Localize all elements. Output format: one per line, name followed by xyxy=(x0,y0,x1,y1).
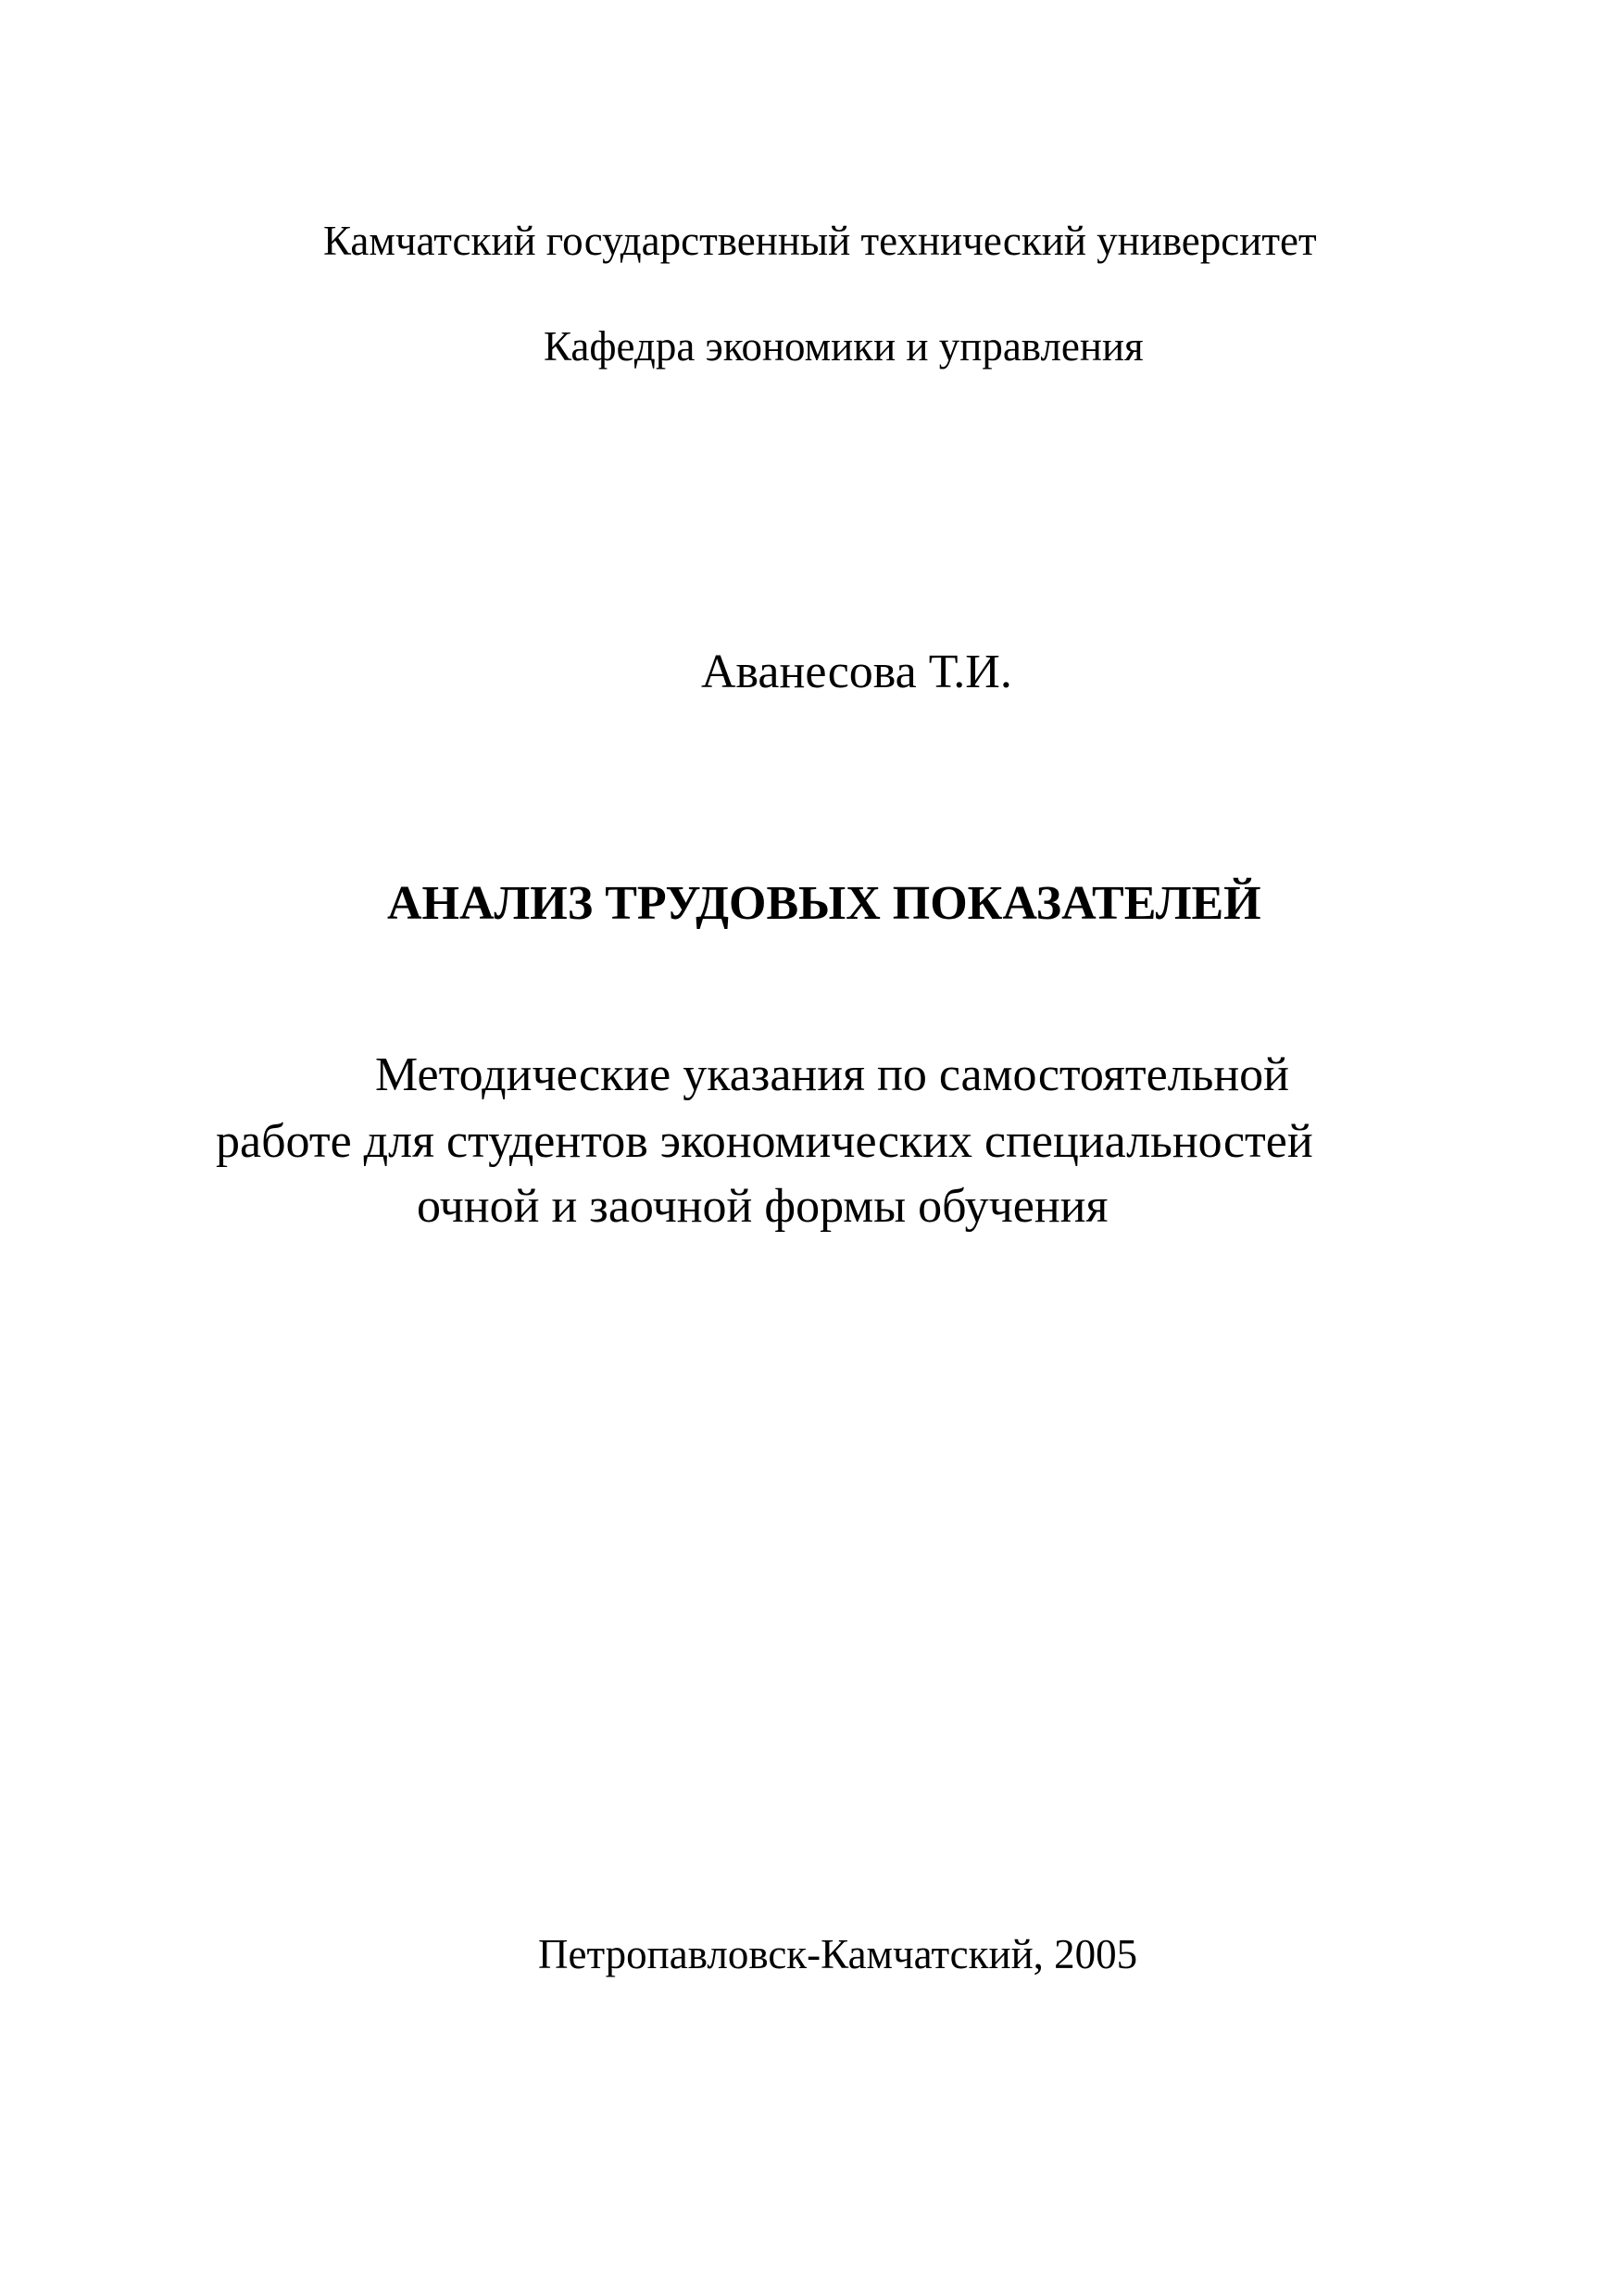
department-name: Кафедра экономики и управления xyxy=(544,323,1144,370)
subtitle-line: Методические указания по самостоятельной xyxy=(375,1048,1289,1101)
document-title: АНАЛИЗ ТРУДОВЫХ ПОКАЗАТЕЛЕЙ xyxy=(387,877,1261,930)
subtitle-line: очной и заочной формы обучения xyxy=(417,1180,1109,1233)
author-name: Аванесова Т.И. xyxy=(701,646,1012,698)
subtitle-line: работе для студентов экономических специальностей xyxy=(216,1115,1313,1168)
university-name: Камчатский государственный технический университет xyxy=(323,218,1317,264)
publication-place-year: Петропавловск-Камчатский, 2005 xyxy=(538,1931,1138,1977)
